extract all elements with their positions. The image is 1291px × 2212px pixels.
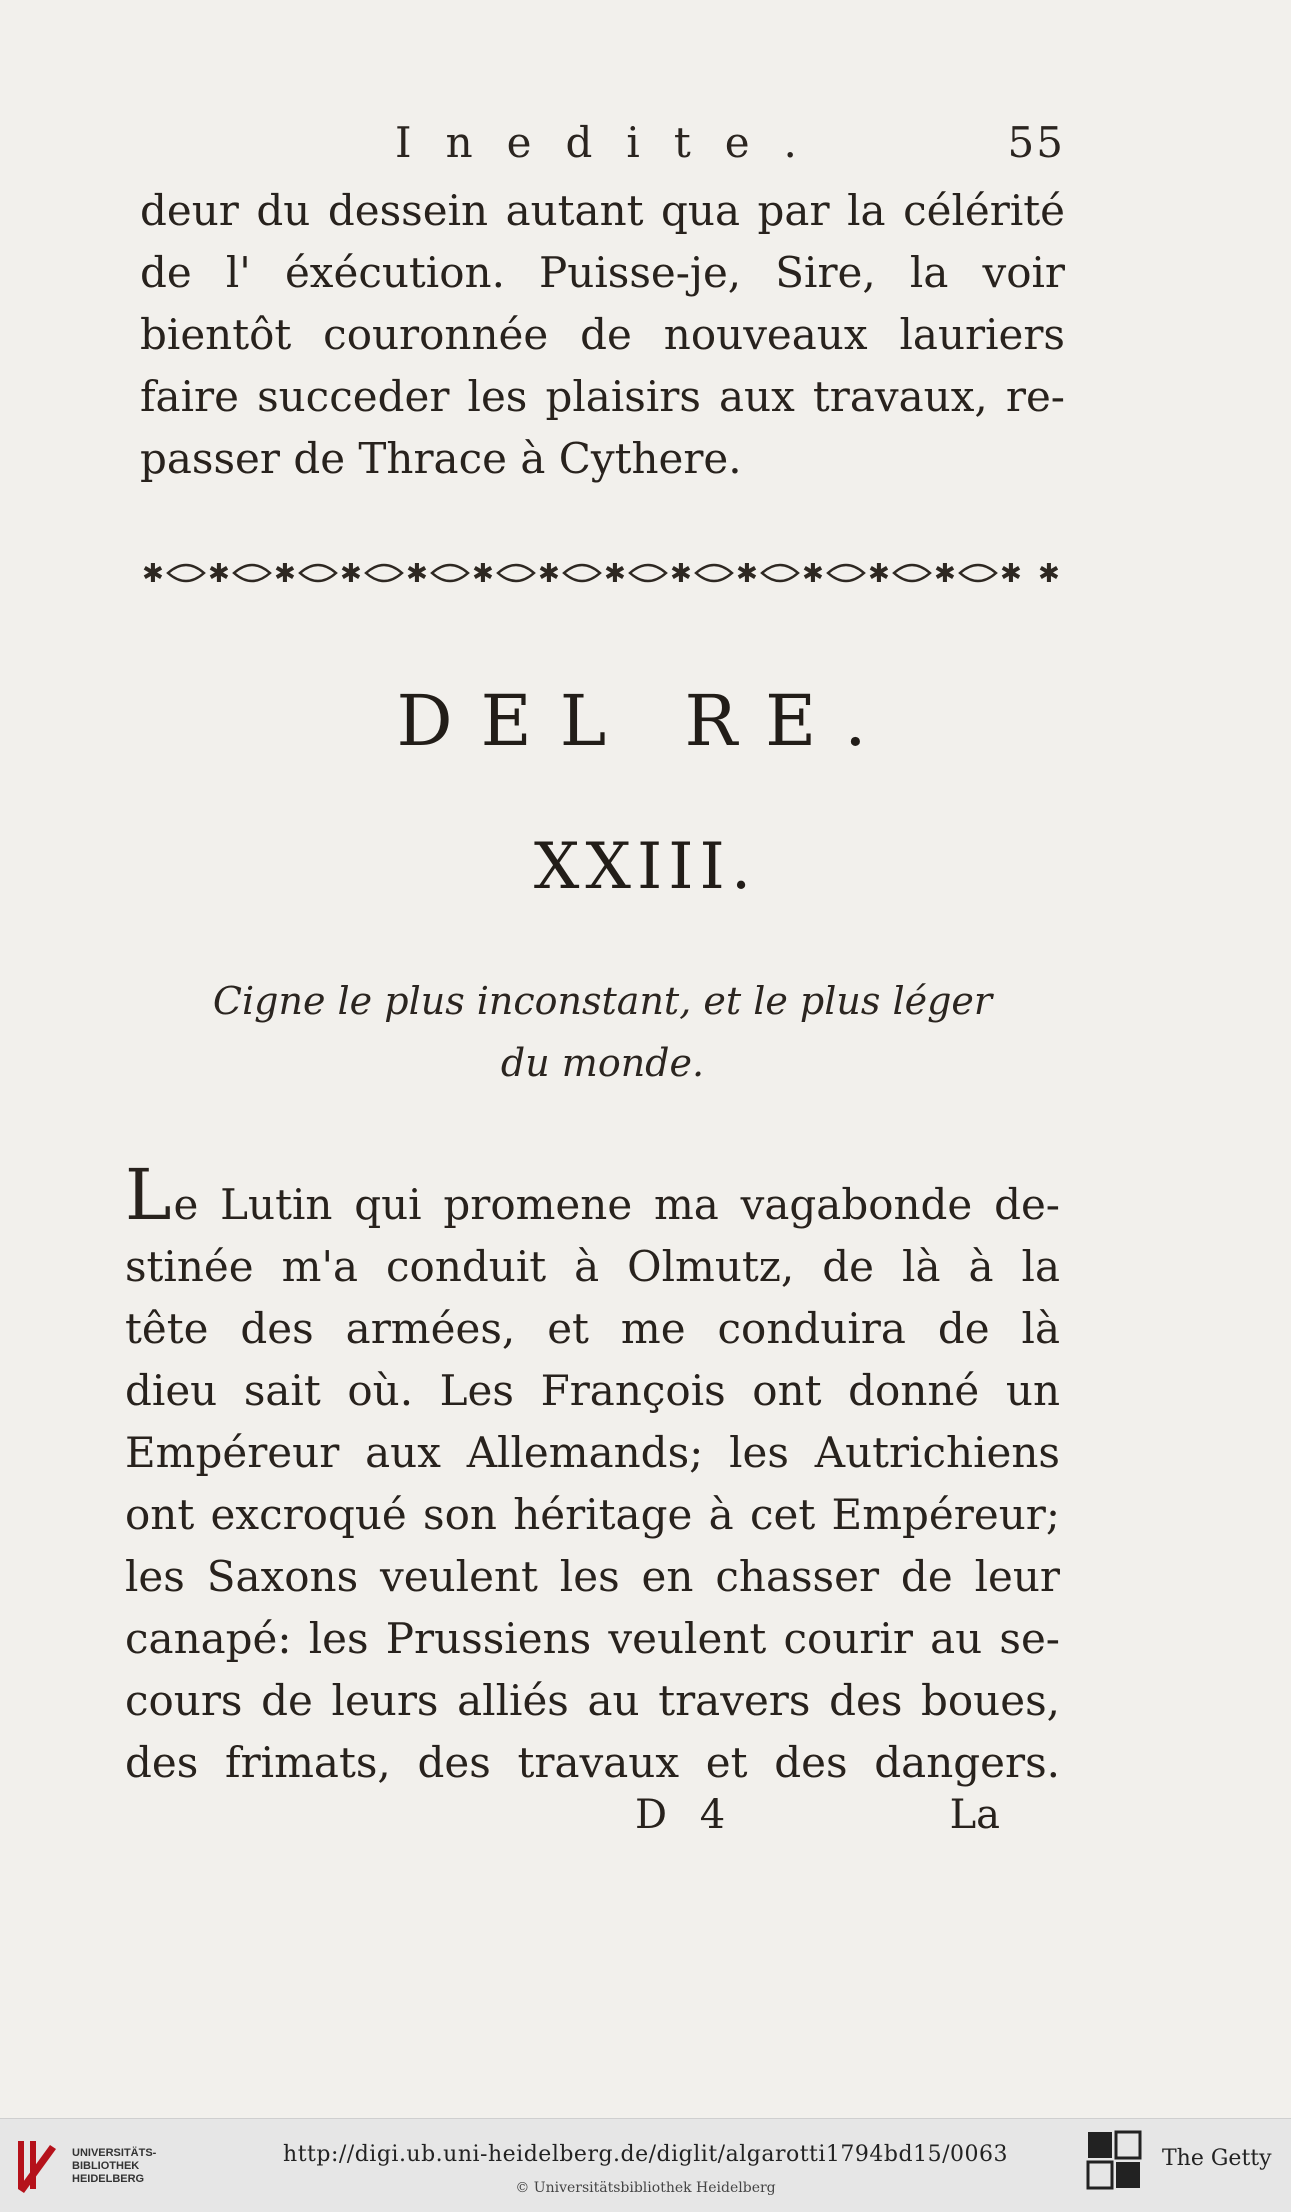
getty-name: The Getty xyxy=(1162,2146,1272,2171)
ornament-chain-icon xyxy=(138,548,1068,598)
page-number: 55 xyxy=(1007,118,1065,167)
letter-number: XXIII. xyxy=(533,830,758,904)
svg-text:✱: ✱ xyxy=(142,559,164,589)
svg-text:✱: ✱ xyxy=(208,559,230,589)
text-line: bientôt couronnée de nouveaux lauriers xyxy=(140,310,1065,359)
running-head xyxy=(140,118,1065,178)
svg-text:✱: ✱ xyxy=(1000,559,1022,589)
heading-text: DEL RE. xyxy=(396,680,895,762)
section-heading xyxy=(0,680,1291,762)
ub-logo-text: UNIVERSITÄTS- BIBLIOTHEK HEIDELBERG xyxy=(72,2147,157,2185)
getty-sponsor-logo[interactable] xyxy=(1086,2130,1286,2200)
top-paragraph xyxy=(140,180,1065,490)
letter-subtitle xyxy=(140,970,1065,1094)
svg-text:✱: ✱ xyxy=(340,559,362,589)
text-line: deur du dessein autant qua par la célérité xyxy=(140,186,1065,235)
text-line: stinée m'a conduit à Olmutz, de là à la xyxy=(125,1242,1060,1291)
svg-text:✱: ✱ xyxy=(802,559,824,589)
text-line: de l' éxécution. Puisse-je, Sire, la voir xyxy=(140,248,1065,297)
text-line: les Saxons veulent les en chasser de leur xyxy=(125,1552,1060,1601)
ornamental-rule xyxy=(138,548,1068,598)
running-head-title: Inedite. xyxy=(395,118,831,167)
text-line: ont excroqué son héritage à cet Empéreur; xyxy=(125,1490,1060,1539)
text-line-rest: e Lutin qui promene ma vagabonde de- xyxy=(173,1180,1060,1229)
text-line: passer de Thrace à Cythere. xyxy=(140,434,742,483)
drop-cap: L xyxy=(125,1154,172,1236)
signature-mark: D 4 xyxy=(635,1792,736,1838)
svg-text:✱: ✱ xyxy=(868,559,890,589)
text-line: tête des armées, et me conduira de là xyxy=(125,1304,1060,1353)
subtitle-line: Cigne le plus inconstant, et le plus léger xyxy=(212,979,993,1023)
svg-text:✱: ✱ xyxy=(604,559,626,589)
svg-text:✱: ✱ xyxy=(538,559,560,589)
subtitle-line: du monde. xyxy=(500,1041,705,1085)
svg-text:✱: ✱ xyxy=(472,559,494,589)
text-line: des frimats, des travaux et des dangers. xyxy=(125,1738,1060,1787)
text-line: cours de leurs alliés au travers des boues, xyxy=(125,1676,1060,1725)
getty-logo-icon xyxy=(1086,2130,1142,2192)
svg-text:✱: ✱ xyxy=(274,559,296,589)
text-line: canapé: les Prussiens veulent courir au se- xyxy=(125,1614,1060,1663)
page-foot xyxy=(140,1792,1065,1852)
copyright-notice: © Universitätsbibliothek Heidelberg xyxy=(515,2180,776,2196)
permalink-url[interactable]: http://digi.ub.uni-heidelberg.de/diglit/algarotti1794bd15/0063 xyxy=(283,2142,1008,2167)
svg-text:✱: ✱ xyxy=(934,559,956,589)
catchword: La xyxy=(949,1792,1000,1838)
text-line: faire succeder les plaisirs aux travaux, re- xyxy=(140,372,1065,421)
svg-text:✱: ✱ xyxy=(1038,559,1060,589)
svg-text:✱: ✱ xyxy=(670,559,692,589)
text-line: dieu sait où. Les François ont donné un xyxy=(125,1366,1060,1415)
text-line: Empéreur aux Allemands; les Autrichiens xyxy=(125,1428,1060,1477)
main-paragraph xyxy=(125,1154,1060,1794)
svg-text:✱: ✱ xyxy=(406,559,428,589)
svg-text:✱: ✱ xyxy=(736,559,758,589)
text-line xyxy=(125,1154,1060,1236)
